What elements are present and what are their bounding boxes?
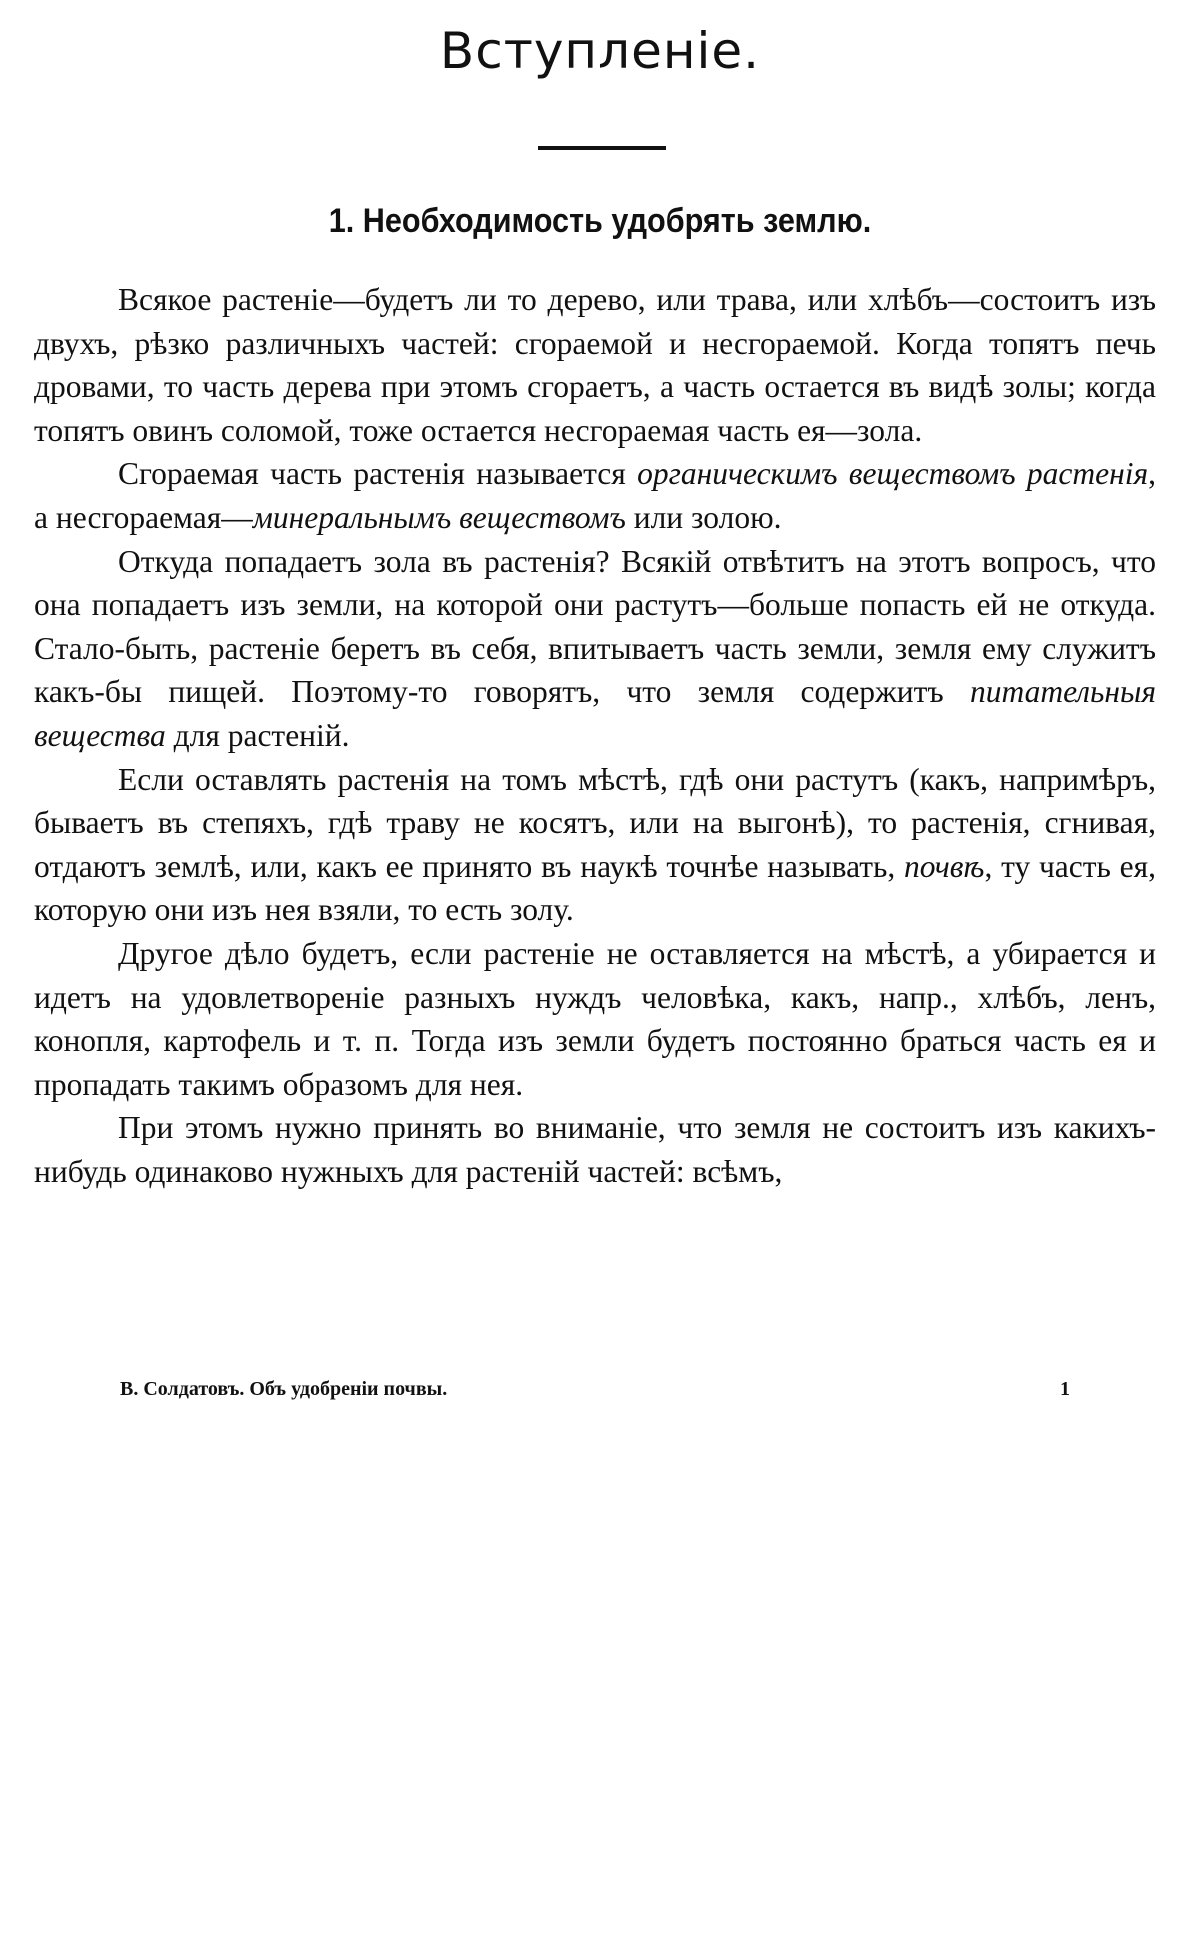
- italic-term: органическимъ веществомъ растенія: [637, 456, 1149, 492]
- paragraph-text: Другое дѣло будетъ, если растеніе не оставляется на мѣстѣ, а убирается и идетъ на удовлетвореніе разныхъ нуждъ человѣка, какъ, напр., хлѣбъ, ленъ, конопля, картофель и т. п. Тогда изъ земли будетъ постоянно браться часть ея и пропадать такимъ образомъ для нея.: [34, 935, 1156, 1102]
- paragraph-text: Если оставлять растенія на томъ мѣстѣ, гдѣ они растутъ (какъ, напримѣръ, бываетъ въ степяхъ, гдѣ траву не косятъ, или на выгонѣ), то растенія, сгнивая, отдаютъ землѣ, или, какъ ее принято въ наукѣ точнѣе называть,: [34, 761, 1156, 884]
- paragraph-text: При этомъ нужно принять во вниманіе, что земля не состоитъ изъ какихъ-нибудь одинаково нужныхъ для растеній частей: всѣмъ,: [34, 1110, 1156, 1189]
- page-number: 1: [1060, 1378, 1070, 1400]
- italic-term: почвѣ: [904, 848, 985, 884]
- paragraph: [34, 932, 1156, 1106]
- title-rule: [538, 146, 666, 150]
- paragraph-text: или золою.: [625, 499, 782, 535]
- italic-term: питательныя вещества: [34, 674, 1156, 753]
- italic-term: минеральнымъ веществомъ: [252, 499, 626, 535]
- paragraph: [34, 758, 1156, 932]
- paragraph-text: , ту часть ея, которую они изъ нея взяли, то есть золу.: [34, 848, 1156, 928]
- paragraph-text: для растеній.: [165, 717, 350, 753]
- paragraph: [34, 452, 1156, 539]
- paragraph: [34, 278, 1156, 452]
- paragraph-text: Сгораемая часть растенія называется: [118, 456, 638, 492]
- paragraph-text: Откуда попадаетъ зола въ растенія? Всякій отвѣтитъ на этотъ вопросъ, что она попадаетъ изъ земли, на которой они растутъ—больше попасть ей не откуда. Стало-быть, растеніе беретъ въ себя, впитываетъ часть земли, земля ему служитъ какъ-бы пищей. Поэтому-то говорятъ, что земля содержитъ: [34, 543, 1156, 710]
- section-heading: 1. Необходимость удобрять землю.: [328, 202, 872, 240]
- paragraph-text: Всякое растеніе—будетъ ли то дерево, или трава, или хлѣбъ—состоитъ изъ двухъ, рѣзко различныхъ частей: сгораемой и несгораемой. Когда топятъ печь дровами, то часть дерева при этомъ сгораетъ, а часть остается въ видѣ золы; когда топятъ овинъ соломой, тоже остается несгораемая часть ея—зола.: [34, 282, 1156, 448]
- footer-source: В. Солдатовъ. Объ удобреніи почвы.: [120, 1378, 448, 1400]
- chapter-title: Вступленіе.: [439, 22, 761, 80]
- body-text: [34, 278, 1156, 1193]
- paragraph: [34, 1106, 1156, 1193]
- paragraph: [34, 540, 1156, 758]
- paragraph-text: , а несгораемая—: [34, 456, 1157, 535]
